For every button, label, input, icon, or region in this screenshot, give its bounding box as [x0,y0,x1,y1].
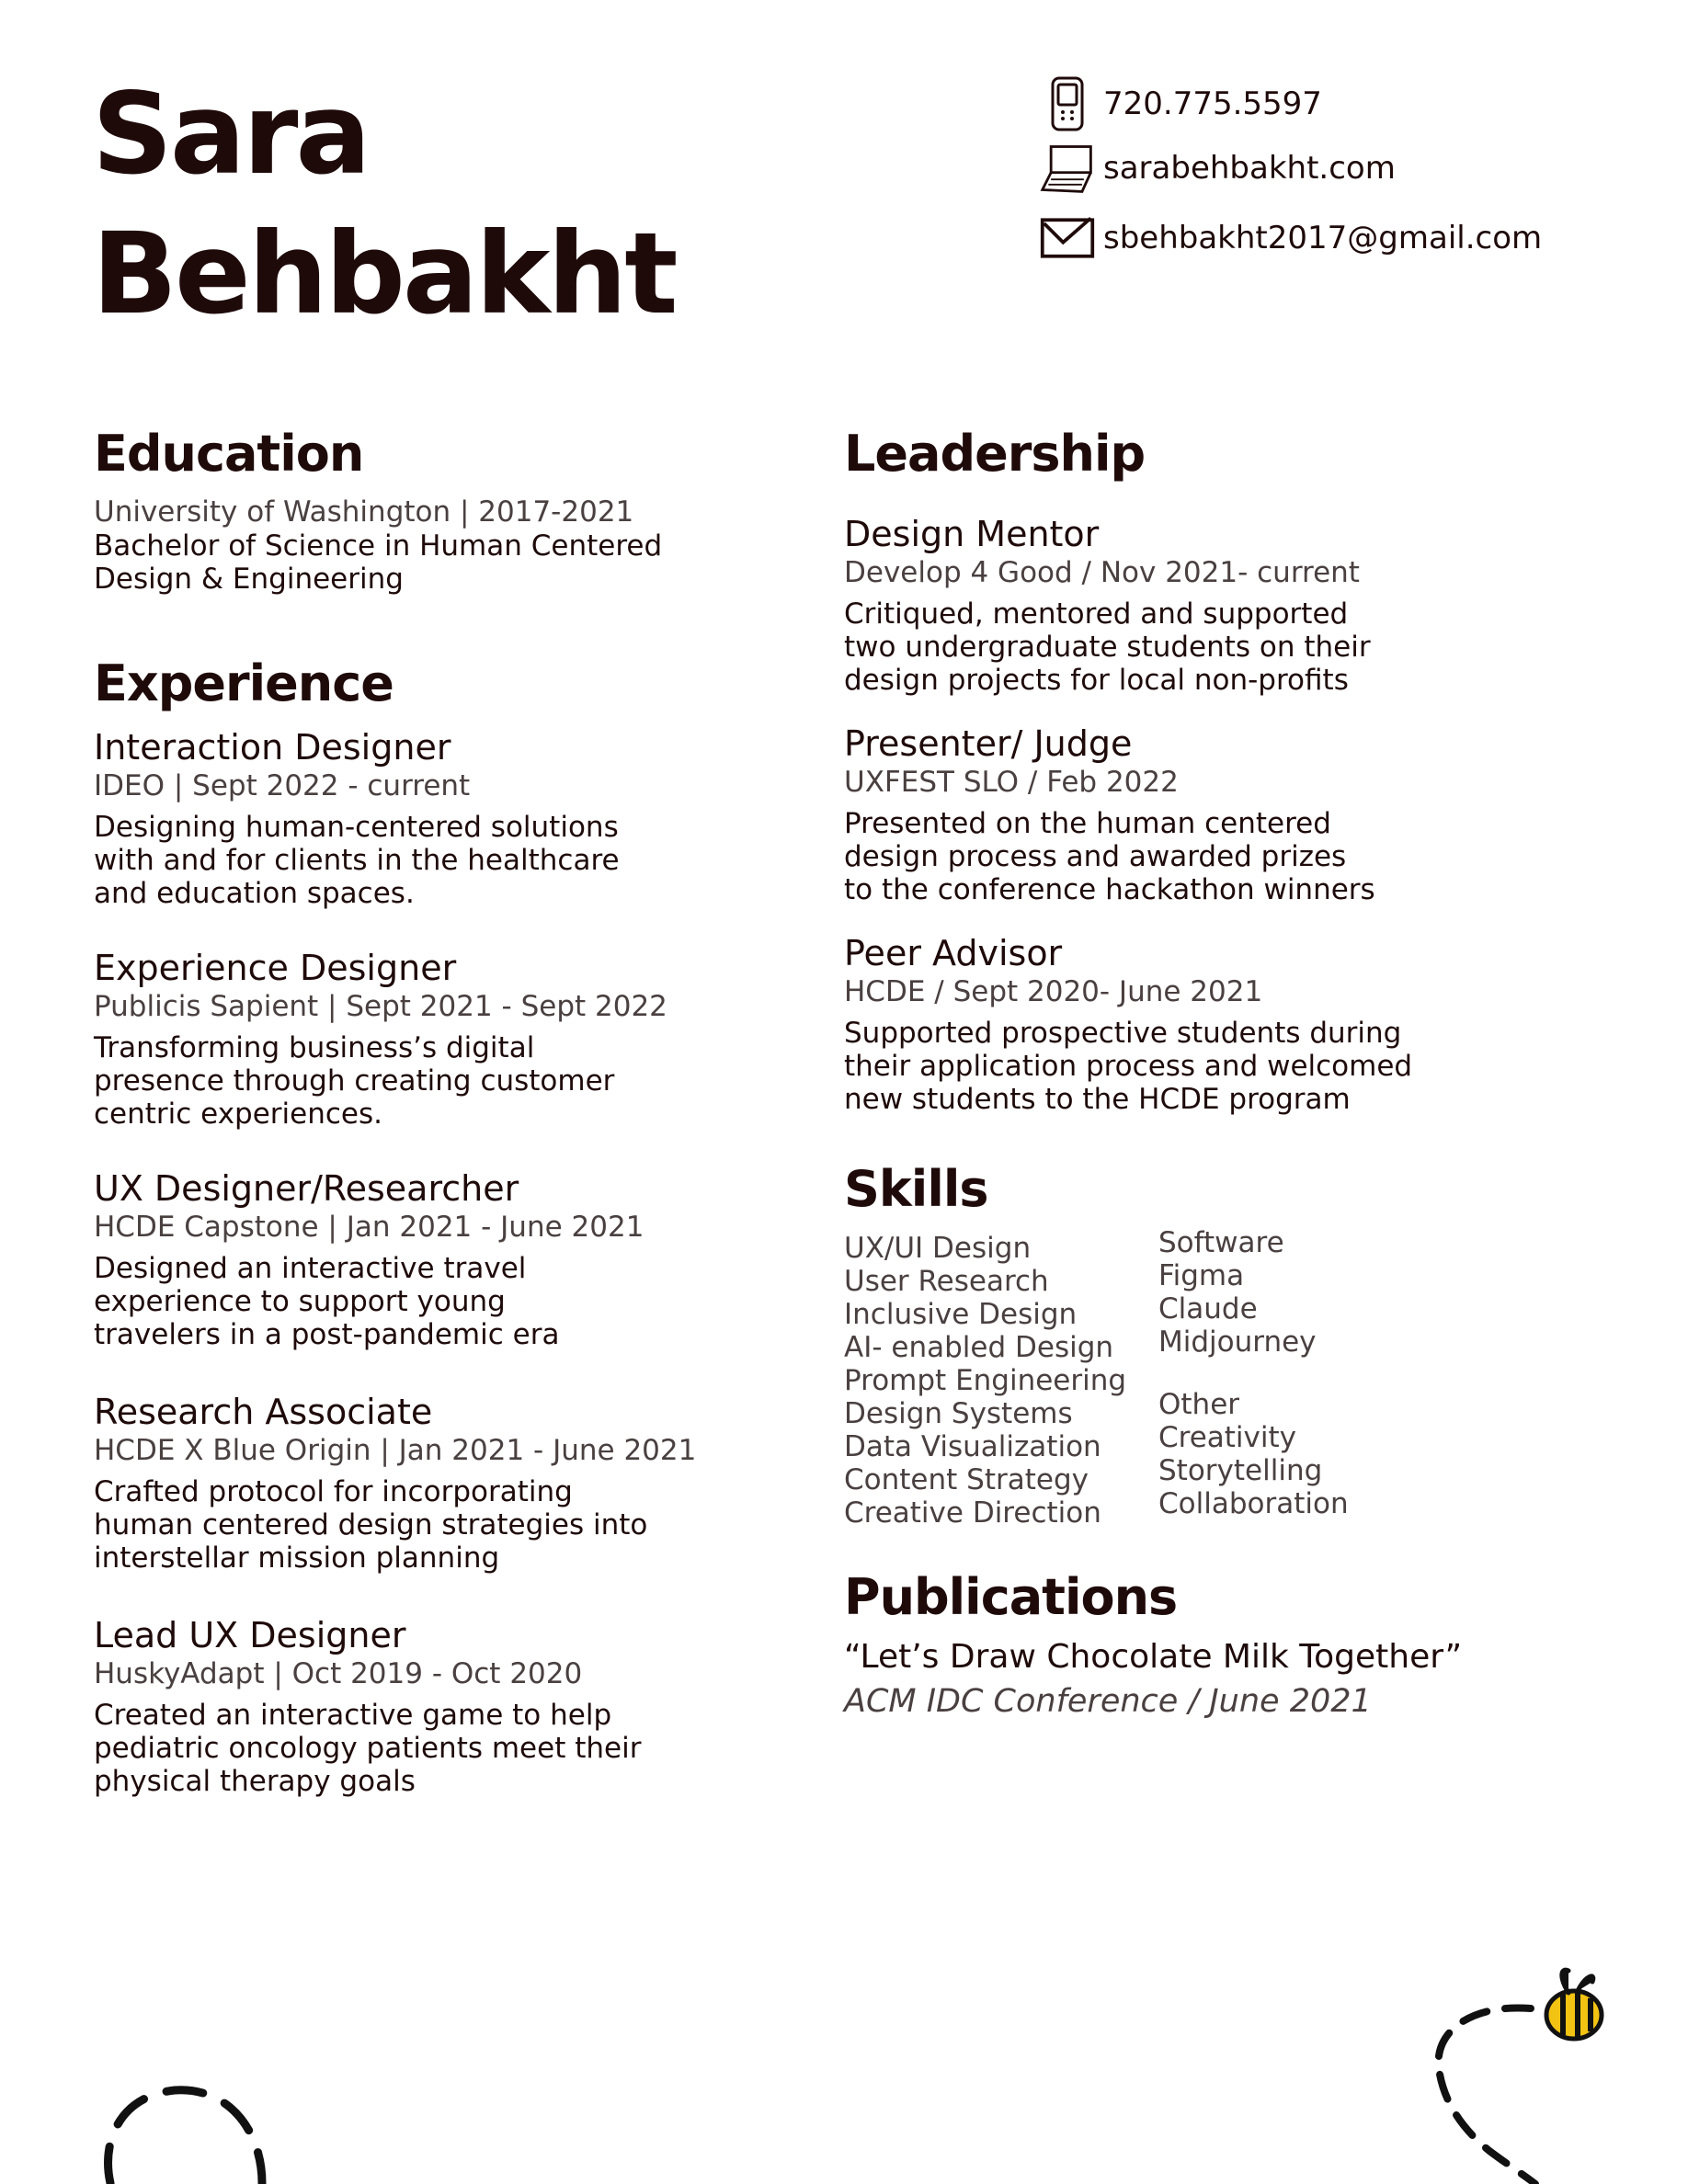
leadership-item [844,513,1371,697]
software-item: Midjourney [1158,1325,1317,1359]
software-item: Figma [1158,1259,1245,1292]
contact-phone-row[interactable] [1039,75,1322,132]
skills-list [844,1232,1126,1530]
other-item: Storytelling [1158,1454,1323,1487]
software-block [1158,1226,1317,1359]
skill-item: Content Strategy [844,1463,1089,1496]
experience-desc: Transforming business’s digital presence through creating customer centric experiences. [94,1031,615,1131]
skills-heading: Skills [844,1160,988,1218]
skill-item: Inclusive Design [844,1298,1078,1331]
experience-meta: Publicis Sapient | Sept 2021 - Sept 2022 [94,990,667,1023]
leadership-item [844,932,1412,1116]
experience-desc: Created an interactive game to help pediatric oncology patients meet their physical therapy goals [94,1699,642,1798]
website-link[interactable]: sarabehbakht.com [1103,150,1396,187]
phone-icon [1039,75,1096,132]
experience-role: Experience Designer [94,948,457,988]
leadership-role: Peer Advisor [844,933,1063,973]
publication-item [844,1638,1462,1720]
leadership-role: Design Mentor [844,514,1100,554]
experience-desc: Crafted protocol for incorporating human centered design strategies into interstellar mission planning [94,1475,648,1575]
skill-item: User Research [844,1265,1049,1298]
skill-item: UX/UI Design [844,1232,1032,1265]
experience-role: Research Associate [94,1392,433,1432]
leadership-meta: HCDE / Sept 2020- June 2021 [844,975,1263,1008]
name-heading [92,64,676,344]
bee-doodle [1416,1967,1618,2184]
experience-role: UX Designer/Researcher [94,1168,519,1209]
education-block [94,495,662,596]
leadership-item [844,722,1375,906]
phone-text: 720.775.5597 [1103,85,1322,122]
first-name: Sara [92,69,369,199]
experience-role: Lead UX Designer [94,1615,406,1655]
other-item: Creativity [1158,1421,1297,1454]
contact-email-row[interactable] [1039,210,1542,267]
other-heading: Other [1158,1388,1240,1421]
experience-item [94,1391,696,1575]
education-school: University of Washington | 2017-2021 [94,495,634,529]
other-item: Collaboration [1158,1487,1349,1520]
other-block [1158,1388,1349,1520]
experience-meta: IDEO | Sept 2022 - current [94,769,471,802]
email-link[interactable]: sbehbakht2017@gmail.com [1103,220,1543,256]
experience-role: Interaction Designer [94,727,451,768]
education-degree: Bachelor of Science in Human Centered Design & Engineering [94,529,663,596]
skill-item: Creative Direction [844,1496,1101,1530]
envelope-icon [1039,210,1096,267]
experience-item [94,1614,641,1798]
experience-meta: HCDE X Blue Origin | Jan 2021 - June 2021 [94,1434,697,1467]
leadership-desc: Supported prospective students during their application process and welcomed new students to the HCDE program [844,1017,1413,1116]
contact-website-row[interactable] [1039,140,1396,197]
leadership-meta: Develop 4 Good / Nov 2021- current [844,556,1360,589]
skill-item: Data Visualization [844,1430,1101,1463]
experience-heading: Experience [94,654,393,712]
last-name: Behbakht [92,209,676,339]
laptop-icon [1039,140,1096,197]
leadership-role: Presenter/ Judge [844,723,1133,764]
leadership-desc: Presented on the human centered design process and awarded prizes to the conference hackathon winners [844,807,1375,906]
publications-heading: Publications [844,1568,1178,1626]
experience-desc: Designed an interactive travel experience to support young travelers in a post-pandemic era [94,1252,560,1351]
dashed-circle-doodle [92,2068,285,2184]
leadership-heading: Leadership [844,425,1146,483]
software-heading: Software [1158,1226,1284,1259]
leadership-desc: Critiqued, mentored and supported two undergraduate students on their design projects for local non-profits [844,597,1371,697]
experience-meta: HuskyAdapt | Oct 2019 - Oct 2020 [94,1657,583,1690]
experience-item [94,726,620,910]
education-heading: Education [94,425,364,483]
skill-item: AI- enabled Design [844,1331,1114,1364]
leadership-meta: UXFEST SLO / Feb 2022 [844,766,1179,799]
skill-item: Design Systems [844,1397,1073,1430]
experience-meta: HCDE Capstone | Jan 2021 - June 2021 [94,1211,644,1244]
software-item: Claude [1158,1292,1258,1325]
publication-venue: ACM IDC Conference / June 2021 [844,1683,1372,1720]
publication-title: “Let’s Draw Chocolate Milk Together” [844,1638,1463,1676]
experience-item [94,1167,644,1351]
skill-item: Prompt Engineering [844,1364,1127,1397]
experience-desc: Designing human-centered solutions with and for clients in the healthcare and education spaces. [94,811,620,910]
experience-item [94,947,667,1131]
